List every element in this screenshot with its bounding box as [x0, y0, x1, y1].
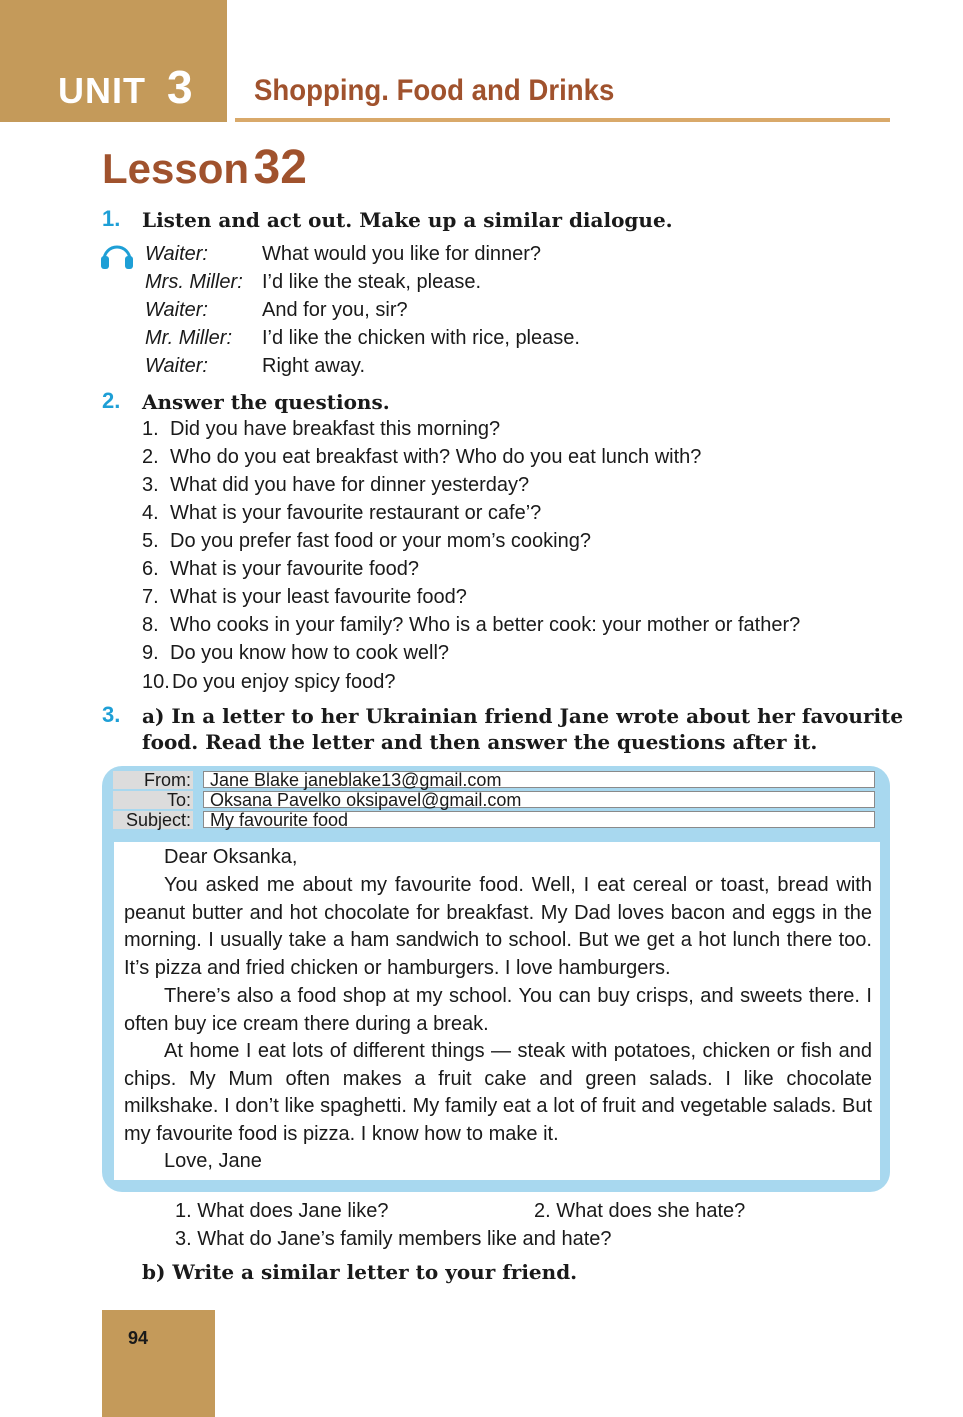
- exercise-3-part-b: b) Write a similar letter to your friend.: [142, 1260, 578, 1284]
- to-label: To:: [113, 791, 193, 809]
- lesson-word: Lesson: [102, 145, 250, 192]
- question-number: 4.: [142, 502, 159, 524]
- list-item: [142, 530, 591, 553]
- email-paragraph: There’s also a food shop at my school. You can buy crisps, and sweets there. I often buy ice cream there during a break.: [124, 985, 872, 1035]
- lesson-number: 32: [253, 141, 307, 194]
- list-item: [142, 446, 701, 469]
- dialogue-speaker: Mrs. Miller:: [145, 271, 243, 293]
- exercise-3-title-line-2: food. Read the letter and then answer the questions after it.: [142, 730, 818, 754]
- email-paragraph: You asked me about my favourite food. Well, I eat cereal or toast, bread with peanut butter and hot chocolate for breakfast. My Dad loves bacon and eggs in the morning. I usually take a ham sandwich to school. But we get a hot lunch there too. It’s pizza and fried chicken or hamburgers. I love hamburgers.: [124, 874, 872, 979]
- dialogue-speaker: Waiter:: [145, 299, 208, 321]
- question-text: Who cooks in your family? Who is a better cook: your mother or father?: [170, 614, 801, 636]
- list-item: [142, 614, 800, 637]
- dialogue-speaker: Waiter:: [145, 355, 208, 377]
- exercise-1-number: 1.: [102, 206, 121, 231]
- unit-number: 3: [167, 61, 193, 113]
- lesson-heading: [102, 140, 307, 195]
- follow-question: 3. What do Jane’s family members like and hate?: [175, 1228, 612, 1250]
- email-signoff: Love, Jane: [164, 1150, 262, 1172]
- question-number: 2.: [142, 446, 159, 468]
- dialogue-speaker: Mr. Miller:: [145, 327, 233, 349]
- to-field: Oksana Pavelko oksipavel@gmail.com: [203, 791, 875, 808]
- page-number-tab: [102, 1310, 215, 1417]
- question-text: What is your least favourite food?: [170, 586, 467, 608]
- follow-question: 1. What does Jane like?: [175, 1200, 389, 1222]
- list-item: [142, 642, 449, 665]
- list-item: [142, 558, 419, 581]
- list-item: [142, 418, 500, 441]
- follow-question: 2. What does she hate?: [534, 1200, 746, 1222]
- dialogue-text: Right away.: [262, 355, 366, 377]
- unit-title: Shopping. Food and Drinks: [254, 74, 615, 107]
- dialogue-text: I’d like the steak, please.: [262, 271, 482, 293]
- list-item: [142, 586, 467, 609]
- question-number: 3.: [142, 474, 159, 496]
- question-number: 7.: [142, 586, 159, 608]
- list-item: [142, 502, 541, 525]
- exercise-3-title-line-1: a) In a letter to her Ukrainian friend Jane wrote about her favourite: [142, 704, 904, 728]
- question-text: Do you know how to cook well?: [170, 642, 450, 664]
- email-paragraph: At home I eat lots of different things — steak with potatoes, chicken or fish and chips. My Mum often makes a fruit cake and green salads. I like chocolate milkshake. I don’t like spaghetti. My family eat a lot of fruit and vegetable salads. But my favourite food is pizza. I know how to make it.: [124, 1040, 872, 1145]
- question-number: 5.: [142, 530, 159, 552]
- question-text: What did you have for dinner yesterday?: [170, 474, 530, 496]
- email-greeting: Dear Oksanka,: [164, 846, 298, 868]
- unit-word: UNIT: [58, 70, 146, 111]
- question-text: What is your favourite restaurant or cafe’?: [170, 502, 542, 524]
- exercise-1-title: Listen and act out. Make up a similar dialogue.: [142, 208, 673, 232]
- from-field: Jane Blake janeblake13@gmail.com: [203, 771, 875, 788]
- dialogue-text: I’d like the chicken with rice, please.: [262, 327, 580, 349]
- question-number: 6.: [142, 558, 159, 580]
- question-number: 8.: [142, 614, 159, 636]
- headphones-icon: [100, 240, 134, 270]
- question-text: Do you prefer fast food or your mom’s cooking?: [170, 530, 591, 552]
- unit-title-underline: [235, 118, 890, 122]
- list-item: [142, 671, 395, 694]
- question-number: 10.: [142, 671, 170, 693]
- dialogue-speaker: Waiter:: [145, 243, 208, 265]
- subject-label: Subject:: [113, 811, 193, 829]
- question-number: 1.: [142, 418, 159, 440]
- from-label: From:: [113, 771, 193, 789]
- exercise-3-number: 3.: [102, 702, 121, 727]
- exercise-2-number: 2.: [102, 388, 121, 413]
- question-text: Do you enjoy spicy food?: [172, 671, 396, 693]
- dialogue-text: What would you like for dinner?: [262, 243, 542, 265]
- question-number: 9.: [142, 642, 159, 664]
- subject-field: My favourite food: [203, 811, 875, 828]
- question-text: Who do you eat breakfast with? Who do you eat lunch with?: [170, 446, 702, 468]
- dialogue-text: And for you, sir?: [262, 299, 408, 321]
- page-number: 94: [128, 1328, 149, 1348]
- exercise-2-title: Answer the questions.: [142, 390, 390, 414]
- list-item: [142, 474, 529, 497]
- question-text: What is your favourite food?: [170, 558, 420, 580]
- question-text: Did you have breakfast this morning?: [170, 418, 501, 440]
